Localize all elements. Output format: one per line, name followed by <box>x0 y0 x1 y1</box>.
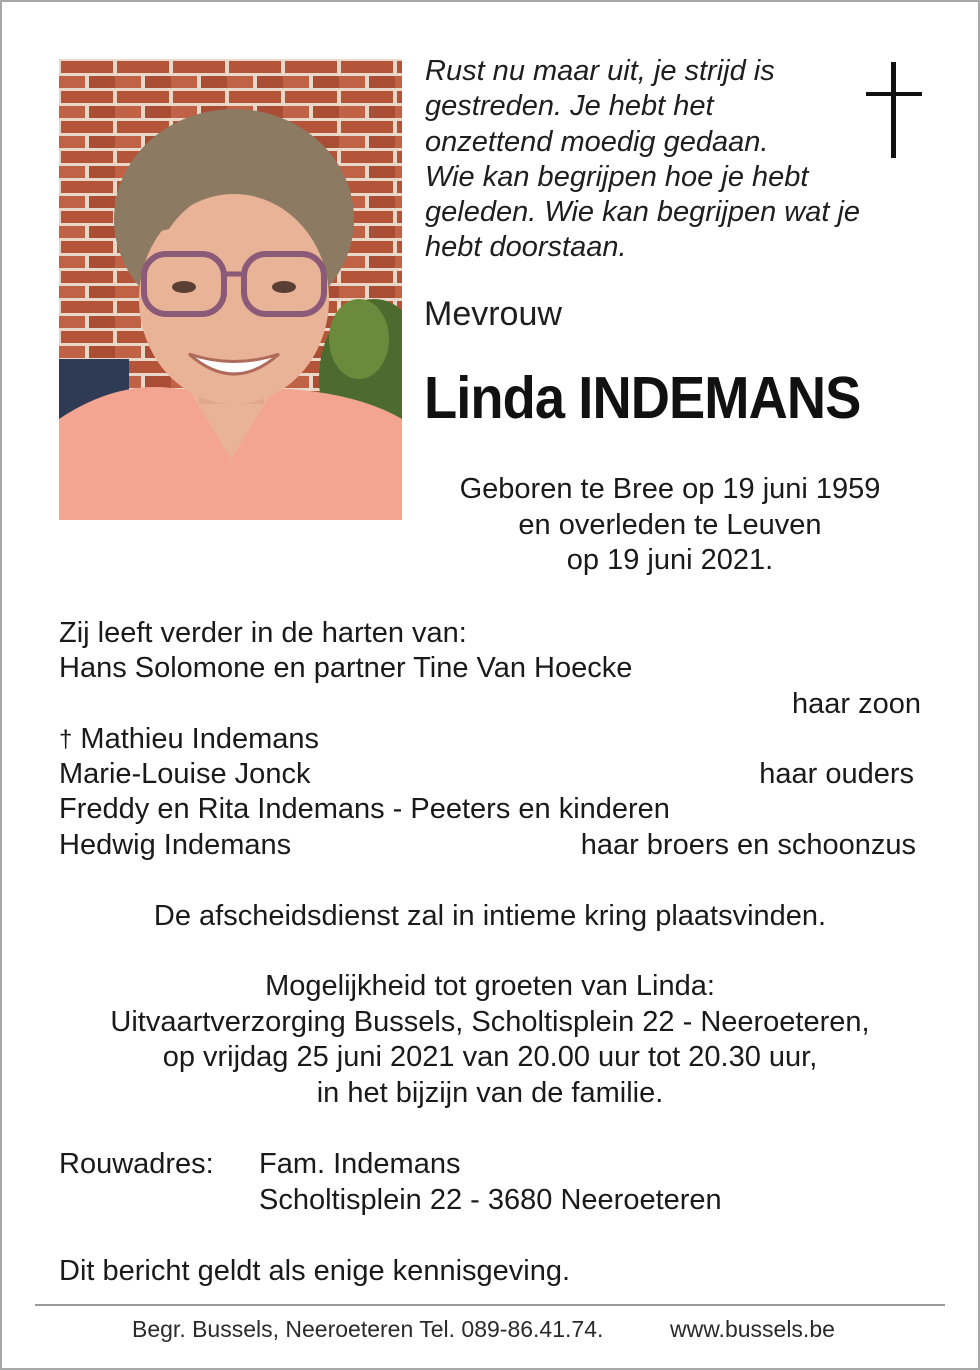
cross-icon <box>866 62 922 158</box>
poem-line: geleden. Wie kan begrijpen wat je <box>425 196 861 229</box>
siblings-relation: haar broers en schoonzus <box>580 829 916 861</box>
address-label: Rouwadres: <box>59 1148 214 1180</box>
footer-company: Begr. Bussels, Neeroeteren Tel. 089-86.41.74. <box>132 1316 604 1342</box>
address-line2: Scholtisplein 22 - 3680 Neeroeteren <box>259 1184 722 1216</box>
deceased-name: Linda INDEMANS <box>424 365 861 431</box>
father-row <box>59 722 319 757</box>
brother1-name: Freddy en Rita Indemans - Peeters en kinderen <box>59 793 670 825</box>
mother-name: Marie-Louise Jonck <box>59 758 311 790</box>
poem-line: onzettend moedig gedaan. <box>425 125 769 158</box>
poem-line: gestreden. Je hebt het <box>425 90 714 123</box>
son-relation: haar zoon <box>792 688 921 720</box>
birth-line: en overleden te Leuven <box>518 508 822 541</box>
parents-relation: haar ouders <box>759 758 914 790</box>
visitation-line: op vrijdag 25 juni 2021 van 20.00 uur tot 20.30 uur, <box>162 1041 818 1073</box>
poem-line: Rust nu maar uit, je strijd is <box>425 55 775 87</box>
birth-line: op 19 juni 2021. <box>566 544 774 576</box>
notice: Dit bericht geldt als enige kennisgeving. <box>59 1255 571 1287</box>
poem-line: Wie kan begrijpen hoe je hebt <box>425 160 809 193</box>
dagger-icon: † <box>59 726 73 753</box>
poem <box>425 54 865 266</box>
visitation-line: in het bijzijn van de familie. <box>316 1077 664 1109</box>
poem-line: hebt doorstaan. <box>425 231 627 264</box>
birth-line: Geboren te Bree op 19 juni 1959 <box>459 473 881 505</box>
salutation: Mevrouw <box>424 295 562 333</box>
visitation-line: Uitvaartverzorging Bussels, Scholtisplein 22 - Neeroeteren, <box>110 1006 870 1038</box>
father-name: Mathieu Indemans <box>80 723 320 755</box>
mourners-intro: Zij leeft verder in de harten van: <box>59 617 467 649</box>
birth-death-info <box>425 472 915 579</box>
brother2-name: Hedwig Indemans <box>59 829 292 861</box>
address-line1: Fam. Indemans <box>259 1148 461 1180</box>
footer-divider <box>35 1304 945 1306</box>
son-names: Hans Solomone en partner Tine Van Hoecke <box>59 652 633 684</box>
visitation-line: Mogelijkheid tot groeten van Linda: <box>265 970 715 1002</box>
service-info: De afscheidsdienst zal in intieme kring plaatsvinden. <box>153 900 827 932</box>
footer-website[interactable]: www.bussels.be <box>670 1316 835 1342</box>
portrait-photo <box>59 59 402 520</box>
